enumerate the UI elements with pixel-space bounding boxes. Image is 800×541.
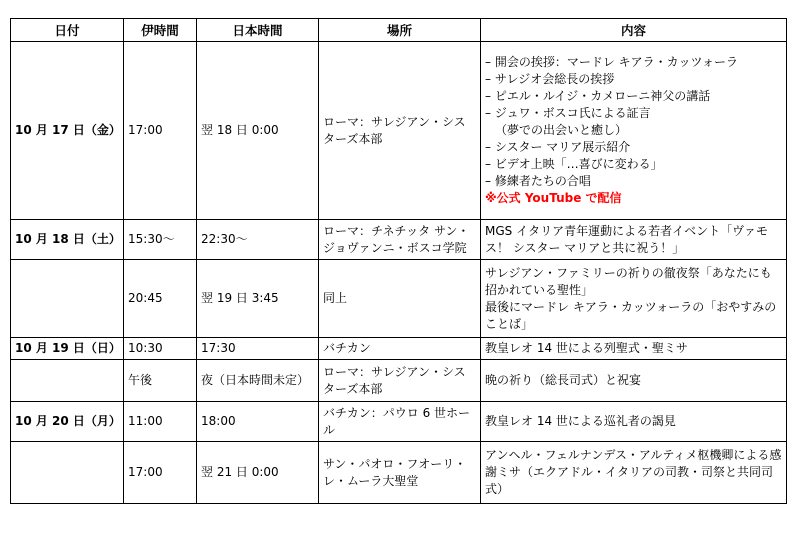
place-cell: ローマ：チネチッタ サン・ジョヴァンニ・ボスコ学院 — [319, 220, 481, 260]
table-row — [11, 442, 787, 504]
content-line: – ジュワ・ボスコ氏による証言 — [485, 106, 651, 120]
date-cell: 10 月 17 日（金） — [11, 42, 124, 220]
place-cell: 同上 — [319, 260, 481, 338]
youtube-notice: ※公式 YouTube で配信 — [485, 191, 622, 205]
content-cell — [481, 260, 787, 338]
schedule-table — [10, 18, 787, 504]
japan-time-cell: 翌 21 日 0:00 — [197, 442, 319, 504]
italy-time-cell: 15:30～ — [124, 220, 197, 260]
content-cell — [481, 220, 787, 260]
content-cell — [481, 338, 787, 360]
content-cell — [481, 402, 787, 442]
italy-time-cell: 午後 — [124, 360, 197, 402]
content-line: – ビデオ上映「…喜びに変わる」 — [485, 157, 663, 171]
header-japan-time: 日本時間 — [197, 19, 319, 42]
header-italy-time: 伊時間 — [124, 19, 197, 42]
japan-time-cell: 翌 19 日 3:45 — [197, 260, 319, 338]
content-cell — [481, 360, 787, 402]
table-row — [11, 402, 787, 442]
date-cell: 10 月 19 日（日） — [11, 338, 124, 360]
table-row — [11, 338, 787, 360]
header-row — [11, 19, 787, 42]
italy-time-cell: 17:00 — [124, 42, 197, 220]
content-line: アンヘル・フェルナンデス・アルティメ枢機卿による感謝ミサ（エクアドル・イタリアの司教・司祭と共同司式） — [485, 448, 782, 496]
date-cell: 10 月 20 日（月） — [11, 402, 124, 442]
italy-time-cell: 20:45 — [124, 260, 197, 338]
header-content: 内容 — [481, 19, 787, 42]
italy-time-cell: 10:30 — [124, 338, 197, 360]
place-cell: ローマ：サレジアン・シスターズ本部 — [319, 42, 481, 220]
header-date: 日付 — [11, 19, 124, 42]
place-cell: バチカン — [319, 338, 481, 360]
content-line: – サレジオ会総長の挨拶 — [485, 72, 615, 86]
italy-time-cell: 17:00 — [124, 442, 197, 504]
content-line: 教皇レオ 14 世による巡礼者の謁見 — [485, 414, 676, 428]
date-cell — [11, 360, 124, 402]
japan-time-cell: 夜（日本時間未定） — [197, 360, 319, 402]
japan-time-cell: 18:00 — [197, 402, 319, 442]
japan-time-cell: 17:30 — [197, 338, 319, 360]
italy-time-cell: 11:00 — [124, 402, 197, 442]
table-row — [11, 42, 787, 220]
japan-time-cell: 翌 18 日 0:00 — [197, 42, 319, 220]
place-cell: ローマ：サレジアン・シスターズ本部 — [319, 360, 481, 402]
content-line: – 修練者たちの合唱 — [485, 174, 591, 188]
content-line: サレジアン・ファミリーの祈りの徹夜祭「あなたにも招かれている聖性」 — [485, 265, 772, 297]
header-place: 場所 — [319, 19, 481, 42]
japan-time-cell: 22:30～ — [197, 220, 319, 260]
table-row — [11, 220, 787, 260]
place-cell: バチカン：パウロ 6 世ホール — [319, 402, 481, 442]
date-cell: 10 月 18 日（土） — [11, 220, 124, 260]
content-line: （夢での出会いと癒し） — [495, 123, 628, 137]
table-row — [11, 360, 787, 402]
content-cell — [481, 42, 787, 220]
place-cell: サン・パオロ・フオーリ・レ・ムーラ大聖堂 — [319, 442, 481, 504]
content-line: 教皇レオ 14 世による列聖式・聖ミサ — [485, 341, 688, 355]
content-line: 最後にマードレ キアラ・カッツォーラの「おやすみのことば」 — [485, 299, 777, 331]
table-row — [11, 260, 787, 338]
content-cell — [481, 442, 787, 504]
content-line: – シスター マリア展示紹介 — [485, 140, 631, 154]
content-line: MGS イタリア青年運動による若者イベント「ヴァモス！ シスター マリアと共に祝う！」 — [485, 223, 768, 255]
date-cell — [11, 260, 124, 338]
content-line: 晩の祈り（総長司式）と祝宴 — [485, 373, 642, 387]
date-cell — [11, 442, 124, 504]
content-line: – 開会の挨拶：マードレ キアラ・カッツォーラ — [485, 55, 739, 69]
content-line: – ピエル・ルイジ・カメローニ神父の講話 — [485, 89, 711, 103]
